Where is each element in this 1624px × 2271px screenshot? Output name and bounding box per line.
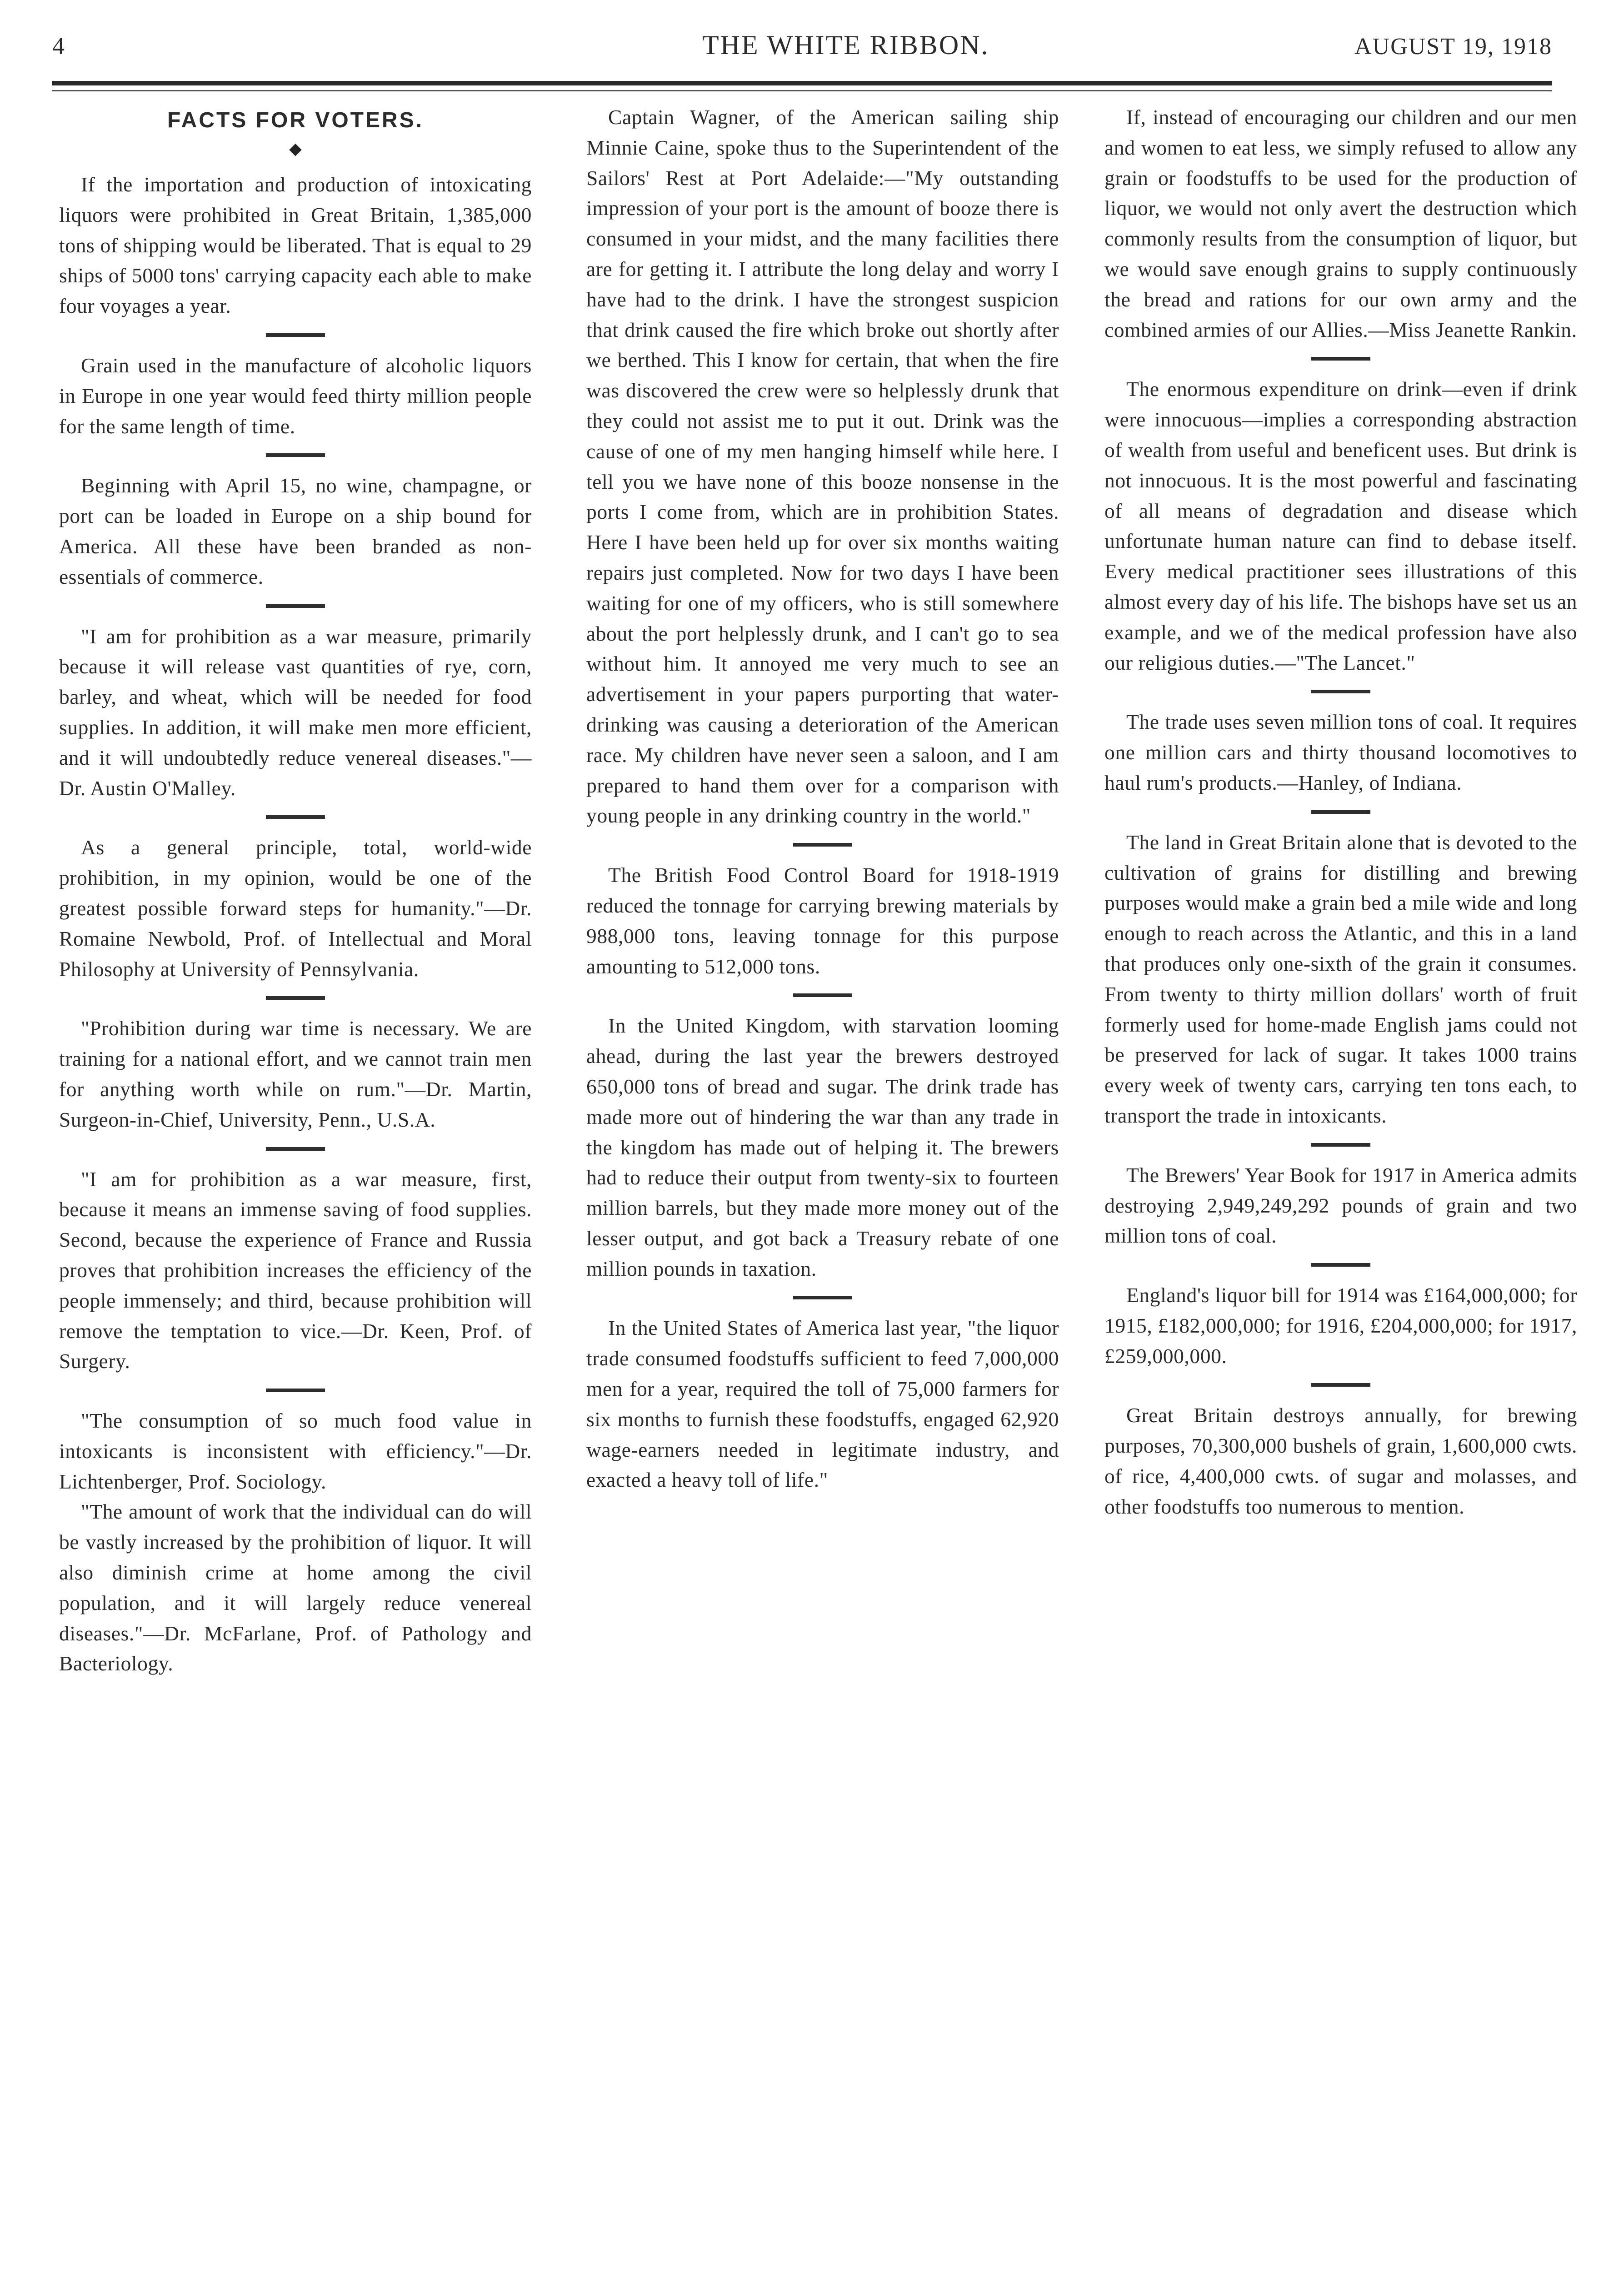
section-divider [1311, 1383, 1370, 1387]
masthead [52, 30, 1552, 66]
column-1 [59, 102, 532, 1679]
article-paragraph: Beginning with April 15, no wine, champagne, or port can be loaded in Europe on a ship bound for America. All these have been branded as non-essentials of commerce. [59, 474, 532, 588]
article-paragraph: If the importation and production of intoxicating liquors were prohibited in Great Britain, 1,385,000 tons of shipping would be liberated. That is equal to 29 ships of 5000 tons' carrying capacity each able to make four voyages a year. [59, 173, 532, 318]
article-paragraph: In the United Kingdom, with starvation looming ahead, during the last year the brewers destroyed 650,000 tons of bread and sugar. The drink trade has made more out of hindering the war than any trade in the kingdom has made out of helping it. The brewers had to reduce their output from twenty-six to fourteen million barrels, but they made more money out of the lesser output, and got back a Treasury rebate of one million pounds in taxation. [586, 1014, 1059, 1280]
section-divider [266, 1147, 325, 1151]
section-heading: FACTS FOR VOTERS. [167, 108, 424, 132]
column-3 [1104, 102, 1577, 1522]
section-divider [1311, 357, 1370, 361]
masthead-rule-thick [52, 81, 1552, 85]
article-paragraph: The Brewers' Year Book for 1917 in America admits destroying 2,949,249,292 pounds of grain and two million tons of coal. [1104, 1163, 1577, 1248]
section-divider [793, 993, 852, 997]
section-divider [266, 333, 325, 337]
section-divider [1311, 1143, 1370, 1147]
section-divider [266, 604, 325, 608]
quote-paragraph: As a general principle, total, world-wide prohibition, in my opinion, would be one of the greatest possible forward steps for humanity."—Dr. Romaine Newbold, Prof. of Intellectual and Moral Philosophy at University of Pennsylvania. [59, 836, 532, 981]
section-divider [266, 453, 325, 457]
article-paragraph: Captain Wagner, of the American sailing ship Minnie Caine, spoke thus to the Superintendent of the Sailors' Rest at Port Adelaide:—"My outstanding impression of your port is the amount of booze there is consumed in your midst, and the many facilities there are for getting it. I attribute the long delay and worry I have had to the drink. I have the strongest suspicion that drink caused the fire which broke out shortly after we berthed. This I know for certain, that when the fire was discovered the crew were so helplessly drunk that they could not assist me to put it out. Drink was the cause of one of my men hanging himself while here. I tell you we have none of this booze nonsense in the ports I come from, which are in prohibition States. Here I have been held up for over six months waiting repairs just completed. Now for two days I have been waiting for one of my officers, who is still somewhere about the port helplessly drunk, and I can't go to sea without him. It annoyed me very much to see an advertisement in your papers purporting that water-drinking was causing a deterioration of the American race. My children have never seen a saloon, and I am prepared to hand them over for a comparison with young people in any drinking country in the world." [586, 105, 1059, 827]
article-paragraph: The trade uses seven million tons of coal. It requires one million cars and thirty thousand locomotives to haul rum's products.—Hanley, of Indiana. [1104, 710, 1577, 794]
quote-paragraph: "The amount of work that the individual can do will be vastly increased by the prohibition of liquor. It will also diminish crime at home among the civil population, and it will largely reduce venereal diseases."—Dr. McFarlane, Prof. of Pathology and Bacteriology. [59, 1500, 532, 1675]
article-paragraph: If, instead of encouraging our children and our men and women to eat less, we simply refused to allow any grain or foodstuffs to be used for the production of liquor, we would not only avert the destruction which commonly results from the consumption of liquor, but we would save enough grains to supply continuously the bread and rations for our own army and the combined armies of our Allies.—Miss Jeanette Rankin. [1104, 105, 1577, 341]
article-paragraph: England's liquor bill for 1914 was £164,000,000; for 1915, £182,000,000; for 1916, £204,000,000; for 1917, £259,000,000. [1104, 1283, 1577, 1368]
article-paragraph: Great Britain destroys annually, for brewing purposes, 70,300,000 bushels of grain, 1,600,000 cwts. of rice, 4,400,000 cwts. of sugar and molasses, and other foodstuffs too numerous to mention. [1104, 1404, 1577, 1518]
section-divider [266, 815, 325, 819]
column-2 [586, 102, 1059, 1495]
issue-date: AUGUST 19, 1918 [1354, 34, 1552, 60]
quote-paragraph: "Prohibition during war time is necessary. We are training for a national effort, and we cannot train men for anything worth while on rum."—Dr. Martin, Surgeon-in-Chief, University, Penn., U.S.A. [59, 1017, 532, 1131]
masthead-rule-thin [52, 90, 1552, 91]
page-number: 4 [52, 32, 65, 60]
quote-paragraph: "I am for prohibition as a war measure, first, because it means an immense saving of food supplies. Second, because the experience of France and Russia proves that prohibition increases the efficiency of the people immensely; and third, because prohibition will remove the temptation to vice.—Dr. Keen, Prof. of Surgery. [59, 1167, 532, 1373]
article-paragraph: The enormous expenditure on drink—even if drink were innocuous—implies a corresponding abstraction of wealth from useful and beneficent uses. But drink is not innocuous. It is the most powerful and fascinating of all means of degradation and disease which unfortunate human nature can find to debase itself. Every medical practitioner sees illustrations of this almost every day of his life. The bishops have set us an example, and we of the medical profession have also our religious duties.—"The Lancet." [1104, 377, 1577, 674]
heading-ornament: ◆ [289, 140, 302, 158]
section-divider [266, 996, 325, 1000]
section-divider [266, 1389, 325, 1392]
article-paragraph: Grain used in the manufacture of alcoholic liquors in Europe in one year would feed thirty million people for the same length of time. [59, 353, 532, 438]
section-divider [1311, 690, 1370, 693]
section-divider [793, 1296, 852, 1299]
section-divider [1311, 810, 1370, 814]
article-paragraph: In the United States of America last year, "the liquor trade consumed foodstuffs sufficient to feed 7,000,000 men for a year, required the toll of 75,000 farmers for six months to furnish these foodstuffs, engaged 62,920 wage-earners needed in legitimate industry, and exacted a heavy toll of life." [586, 1316, 1059, 1492]
article-paragraph: The land in Great Britain alone that is devoted to the cultivation of grains for distilling and brewing purposes would make a grain bed a mile wide and long enough to reach across the Atlantic, and this in a land that produces only one-sixth of the grain it consumes. From twenty to thirty million dollars' worth of fruit formerly used for home-made English jams could not be preserved for lack of sugar. It takes 1000 trains every week of twenty cars, carrying ten tons each, to transport the trade in intoxicants. [1104, 830, 1577, 1127]
section-divider [1311, 1263, 1370, 1267]
quote-paragraph: "The consumption of so much food value in intoxicants is inconsistent with efficiency."—Dr. Lichtenberger, Prof. Sociology. [59, 1409, 532, 1493]
section-divider [793, 843, 852, 847]
quote-paragraph: "I am for prohibition as a war measure, primarily because it will release vast quantities of rye, corn, barley, and wheat, which will be needed for food supplies. In addition, it will make men more efficient, and it will undoubtedly reduce venereal diseases."—Dr. Austin O'Malley. [59, 624, 532, 800]
article-paragraph: The British Food Control Board for 1918-1919 reduced the tonnage for carrying brewing materials by 988,000 tons, leaving tonnage for this purpose amounting to 512,000 tons. [586, 863, 1059, 978]
newspaper-title: THE WHITE RIBBON. [702, 30, 989, 60]
